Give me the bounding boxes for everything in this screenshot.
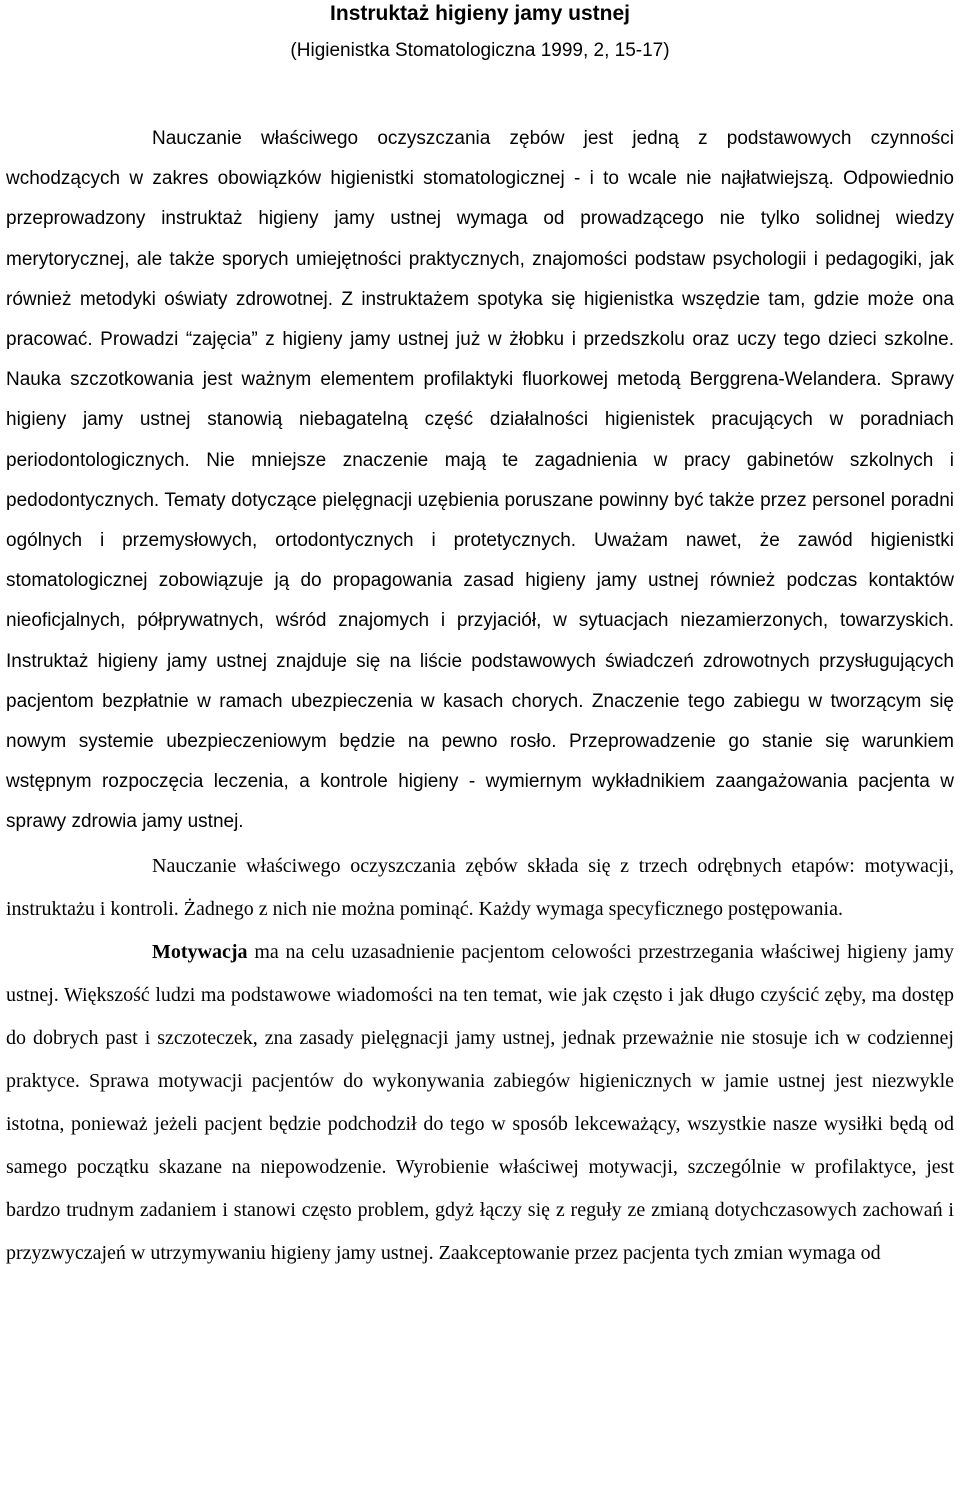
paragraph-motivation — [6, 931, 954, 1275]
paragraph-intro: Nauczanie właściwego oczyszczania zębów jest jedną z podstawowych czynności wchodzących w zakres obowiązków higienistki stomatologicznej - i to wcale nie najłatwiejszą. Odpowiednio przeprowadzony instruktaż higieny jamy ustnej wymaga od prowadzącego nie tylko solidnej wiedzy merytorycznej, ale także sporych umiejętności praktycznych, znajomości podstaw psychologii i pedagogiki, jak również metodyki oświaty zdrowotnej. Z instruktażem spotyka się higienistka wszędzie tam, gdzie może ona pracować. Prowadzi “zajęcia” z higieny jamy ustnej już w żłobku i przedszkolu oraz uczy tego dzieci szkolne. Nauka szczotkowania jest ważnym elementem profilaktyki fluorkowej metodą Berggrena-Welandera. Sprawy higieny jamy ustnej stanowią niebagatelną część działalności higienistek pracujących w poradniach periodontologicznych. Nie mniejsze znaczenie mają te zagadnienia w pracy gabinetów szkolnych i pedodontycznych. Tematy dotyczące pielęgnacji uzębienia poruszane powinny być także przez personel poradni ogólnych i przemysłowych, ortodontycznych i protetycznych. Uważam nawet, że zawód higienistki stomatologicznej zobowiązuje ją do propagowania zasad higieny jamy ustnej również podczas kontaktów nieoficjalnych, półprywatnych, wśród znajomych i przyjaciół, w sytuacjach niezamierzonych, towarzyskich. Instruktaż higieny jamy ustnej znajduje się na liście podstawowych świadczeń zdrowotnych przysługujących pacjentom bezpłatnie w ramach ubezpieczenia w kasach chorych. Znaczenie tego zabiegu w tworzącym się nowym systemie ubezpieczeniowym będzie na pewno rosło. Przeprowadzenie go stanie się warunkiem wstępnym rozpoczęcia leczenia, a kontrole higieny - wymiernym wykładnikiem zaangażowania pacjenta w sprawy zdrowia jamy ustnej. — [6, 128, 954, 833]
document-subtitle: (Higienistka Stomatologiczna 1999, 2, 15-17) — [290, 40, 670, 61]
paragraph-stages: Nauczanie właściwego oczyszczania zębów składa się z trzech odrębnych etapów: motywacji, instruktażu i kontroli. Żadnego z nich nie można pominąć. Każdy wymaga specyficznego postępowania. — [6, 854, 954, 920]
motivation-heading: Motywacja — [152, 940, 248, 963]
document-title: Instruktaż higieny jamy ustnej — [330, 2, 630, 25]
motivation-text: ma na celu uzasadnienie pacjentom celowości przestrzegania właściwej higieny jamy ustnej. Większość ludzi ma podstawowe wiadomości na ten temat, wie jak często i jak długo czyścić zęby, ma dostęp do dobrych past i szczoteczek, zna zasady pielęgnacji jamy ustnej, jednak przeważnie nie stosuje ich w codziennej praktyce. Sprawa motywacji pacjentów do wykonywania zabiegów higienicznych w jamie ustnej jest niezwykle istotna, ponieważ jeżeli pacjent będzie podchodził do tego w sposób lekceważący, wszystkie nasze wysiłki będą od samego początku skazane na niepowodzenie. Wyrobienie właściwej motywacji, szczególnie w profilaktyce, jest bardzo trudnym zadaniem i stanowi często problem, gdyż łączy się z reguły ze zmianą dotychczasowych zachowań i przyzwyczajeń w utrzymywaniu higieny jamy ustnej. Zaakceptowanie przez pacjenta tych zmian wymaga od — [6, 940, 954, 1264]
document-page — [6, 0, 954, 1275]
